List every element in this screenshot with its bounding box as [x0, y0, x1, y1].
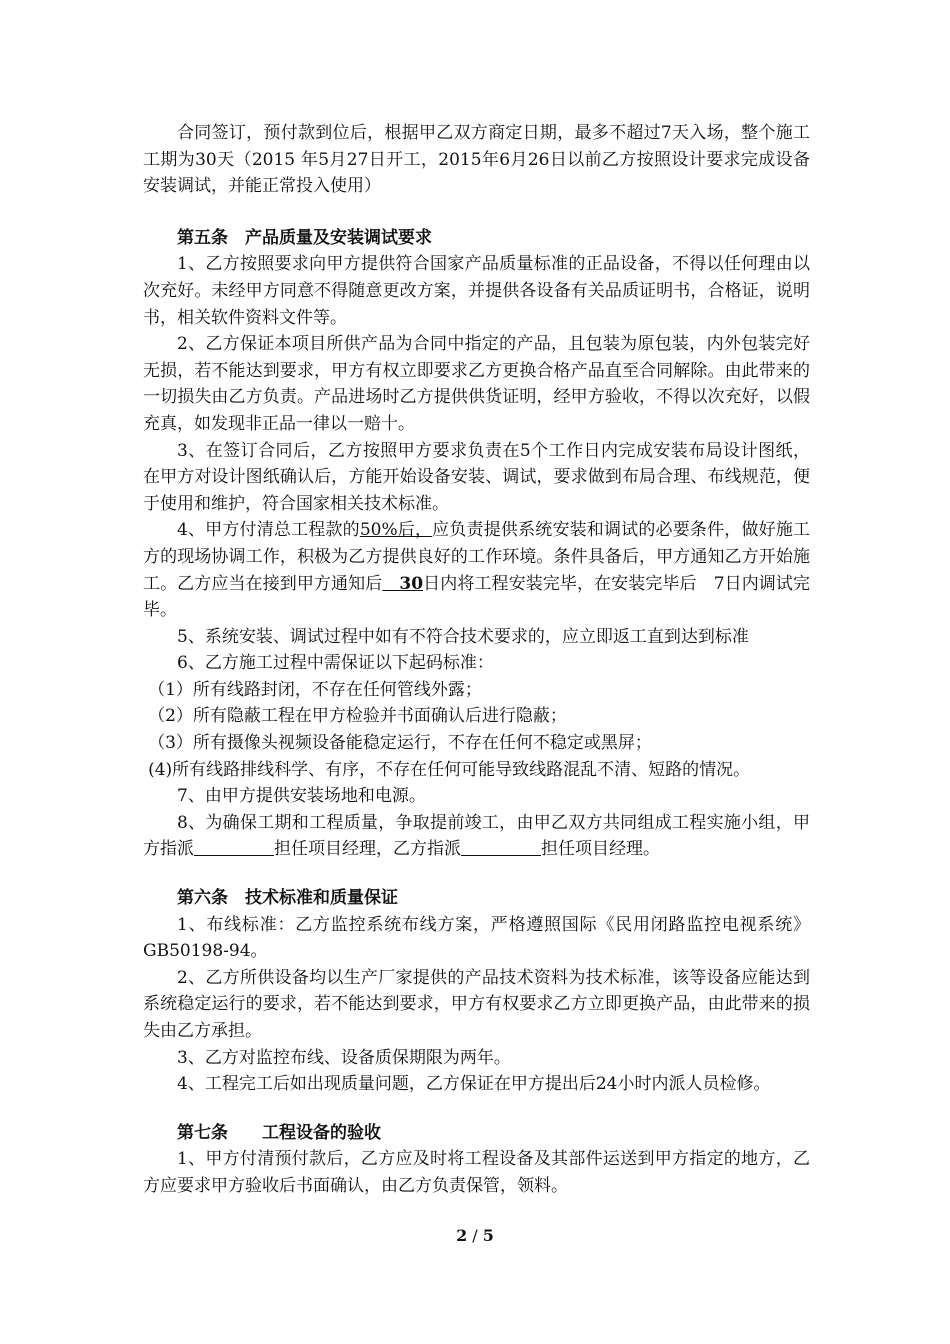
- article-5-clause-5: 5、系统安装、调试过程中如有不符合技术要求的，应立即返工直到达到标准: [177, 626, 749, 647]
- clause-4-text-a: 4、甲方付清总工程款的: [177, 520, 360, 541]
- clause-4-text-b: 应负责提供系统安装和调试的必要条件，做好施工方的现场协调工作，积极为乙方提供良好的工作环境。条件具备后，甲方通知乙方开始施工。乙方应当在接到甲方通知后: [143, 520, 810, 594]
- clause-8-text-a: 8、为确保工期和工程质量，争取提前竣工，由甲乙双方共同组成工程实施小组，甲方指派: [143, 812, 810, 860]
- page-number: [0, 1226, 950, 1245]
- intro-paragraph: 合同签订，预付款到位后，根据甲乙双方商定日期，最多不超过7天入场，整个施工工期为30天（2015 年5月27日开工，2015年6月26日以前乙方按照设计要求完成设备安装调试，并能正常投入使用）: [143, 123, 810, 197]
- total-pages: 5: [482, 1226, 494, 1245]
- clause-4-days: 30: [382, 573, 424, 594]
- article-5-clause-8: [143, 810, 810, 863]
- article-5-heading: 第五条 产品质量及安装调试要求: [177, 227, 432, 248]
- current-page: 2: [456, 1226, 468, 1245]
- article-6-clause-1: 1、布线标准：乙方监控系统布线方案，严格遵照国际《民用闭路监控电视系统》GB50198-94。: [143, 914, 810, 962]
- manager-blank-party-b: [461, 837, 541, 856]
- article-5-clause-4: [143, 517, 810, 623]
- clause-8-text-c: 担任项目经理。: [541, 839, 660, 860]
- article-6-clause-2: 2、乙方所供设备均以生产厂家提供的产品技术资料为技术标准，该等设备应能达到系统稳定运行的要求，若不能达到要求，甲方有权要求乙方立即更换产品，由此带来的损失由乙方承担。: [143, 967, 810, 1041]
- article-5-clause-7: 7、由甲方提供安装场地和电源。: [177, 786, 426, 807]
- article-6-heading: 第六条 技术标准和质量保证: [177, 888, 398, 909]
- spacer: [143, 200, 810, 225]
- standard-item-3: （3）所有摄像头视频设备能稳定运行，不存在任何不稳定或黑屏；: [148, 733, 652, 754]
- clause-4-text-c: 日内将工程安装完毕，在安装完毕后 7日内调试完毕。: [143, 573, 810, 621]
- article-5-clause-1: 1、乙方按照要求向甲方提供符合国家产品质量标准的正品设备，不得以任何理由以次充好。未经甲方同意不得随意更改方案，并提供各设备有关品质证明书，合格证，说明书，相关软件资料文件等。: [143, 254, 810, 328]
- spacer: [143, 863, 810, 885]
- manager-blank-party-a: [194, 837, 274, 856]
- article-7-clause-1: 1、甲方付清预付款后，乙方应及时将工程设备及其部件运送到甲方指定的地方，乙方应要求甲方验收后书面确认，由乙方负责保管，领料。: [143, 1149, 810, 1196]
- article-5-clause-6: 6、乙方施工过程中需保证以下起码标准：: [177, 653, 494, 674]
- document-page: [143, 120, 810, 1200]
- spacer: [143, 1098, 810, 1120]
- standard-item-4: (4)所有线路排线科学、有序，不存在任何可能导致线路混乱不清、短路的情况。: [148, 759, 751, 780]
- article-5-clause-3: 3、在签订合同后，乙方按照甲方要求负责在5个工作日内完成安装布局设计图纸，在甲方对设计图纸确认后，方能开始设备安装、调试，要求做到布局合理、布线规范，便于使用和维护，符合国家相关技术标准。: [143, 440, 810, 514]
- article-6-clause-4: 4、工程完工后如出现质量问题，乙方保证在甲方提出后24小时内派人员检修。: [177, 1074, 771, 1095]
- page-separator: /: [467, 1226, 483, 1245]
- standard-item-1: （1）所有线路封闭，不存在任何管线外露；: [148, 679, 482, 700]
- standard-item-2: （2）所有隐蔽工程在甲方检验并书面确认后进行隐蔽；: [148, 706, 567, 727]
- clause-8-text-b: 担任项目经理，乙方指派: [274, 839, 461, 860]
- article-6-clause-3: 3、乙方对监控布线、设备质保期限为两年。: [177, 1047, 511, 1068]
- article-5-clause-2: 2、乙方保证本项目所供产品为合同中指定的产品，且包装为原包装，内外包装完好无损，若不能达到要求，甲方有权立即要求乙方更换合格产品直至合同解除。由此带来的一切损失由乙方负责。产品进场时乙方提供供货证明，经甲方验收，不得以次充好，以假充真，如发现非正品一律以一赔十。: [143, 334, 810, 434]
- clause-4-percentage: 50%后，: [359, 520, 433, 541]
- article-7-heading: 第七条 工程设备的验收: [177, 1122, 381, 1143]
